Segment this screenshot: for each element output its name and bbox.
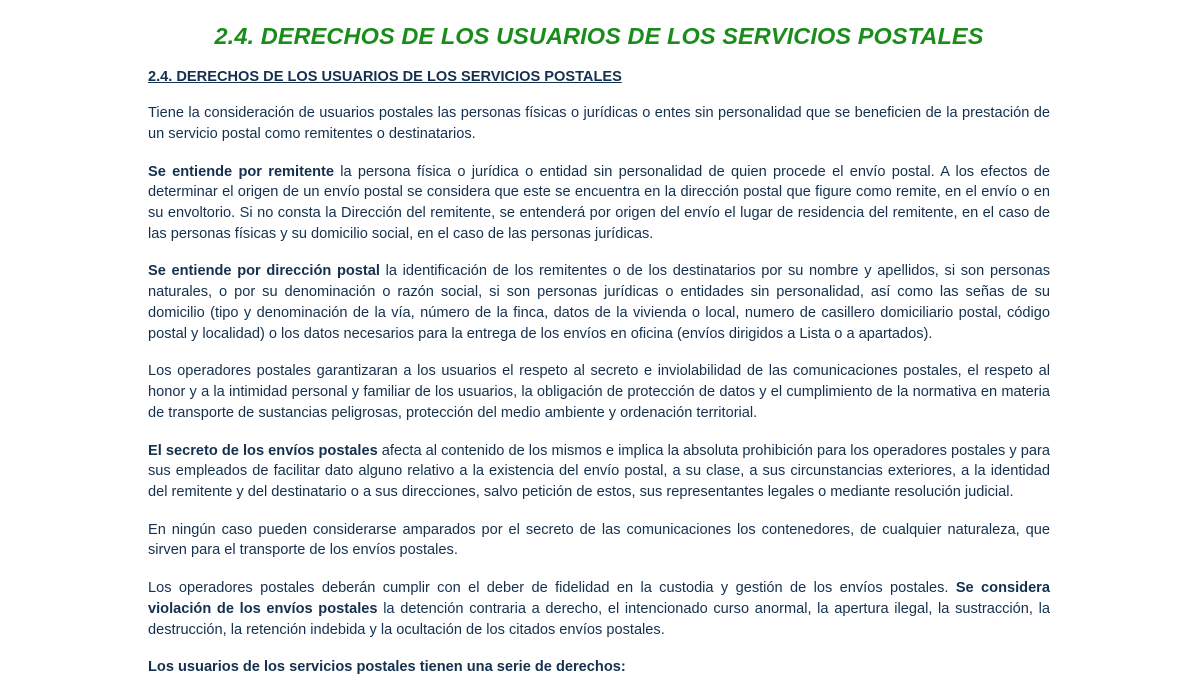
closing-heading: Los usuarios de los servicios postales tienen una serie de derechos: [148,659,626,676]
paragraph [148,261,1050,344]
paragraph-bold-mid: Se considera violación de los envíos postales [148,580,1050,617]
paragraph [148,441,1050,503]
paragraph-lead: Se entiende por dirección postal [148,263,380,280]
paragraph-text-tail: la detención contraria a derecho, el intencionado curso anormal, la apertura ilegal, la sustracción, la destrucción, la retención indebida y la ocultación de los citados envíos postales. [148,600,1050,638]
page-title: 2.4. DERECHOS DE LOS USUARIOS DE LOS SERVICIOS POSTALES [214,23,984,49]
paragraph-text: Los operadores postales garantizaran a los usuarios el respeto al secreto e inviolabilidad de las comunicaciones postales, el respeto al honor y a la intimidad personal y familiar de los usuarios, la obligación de protección de datos y el cumplimiento de la normativa en materia de transporte de sustancias peligrosas, protección del medio ambiente y ordenación territorial. [148,363,1050,421]
paragraph-lead: Se entiende por remitente [148,163,334,180]
paragraph [148,520,1050,561]
section-heading: 2.4. DERECHOS DE LOS USUARIOS DE LOS SERVICIOS POSTALES [148,69,622,86]
paragraph-text: En ningún caso pueden considerarse amparados por el secreto de las comunicaciones los contenedores, de cualquier naturaleza, que sirven para el transporte de los envíos postales. [148,521,1050,559]
paragraph [148,578,1050,640]
paragraph [148,103,1050,144]
paragraph [148,162,1050,245]
paragraph-text: la identificación de los remitentes o de los destinatarios por su nombre y apellidos, si son personas naturales, o por su denominación o razón social, si son personas jurídicas o entidades sin personalidad, así como las señas de su domicilio (tipo y denominación de la vía, número de la finca, datos de la vivienda o local, numero de casillero domiciliario postal, código postal y localidad) o los datos necesarios para la entrega de los envíos en oficina (envíos dirigidos a Lista o a apartados). [148,263,1050,342]
paragraph-text: la persona física o jurídica o entidad sin personalidad de quien procede el envío postal. A los efectos de determinar el origen de un envío postal se considera que este se encuentra en la dirección postal que figure como remite, en el envío o en su envoltorio. Si no consta la Dirección del remitente, se entenderá por origen del envío el lugar de residencia del remitente, en el caso de las personas físicas y su domicilio social, en el caso de las personas jurídicas. [148,163,1050,242]
paragraph [148,361,1050,423]
paragraph-text: Los operadores postales deberán cumplir con el deber de fidelidad en la custodia y gestión de los envíos postales. [148,580,956,597]
paragraph-lead: El secreto de los envíos postales [148,442,378,459]
paragraph-text: afecta al contenido de los mismos e implica la absoluta prohibición para los operadores postales y para sus empleados de facilitar dato alguno relativo a la existencia del envío postal, a su clase, a sus circunstancias exteriores, a la identidad del remitente y del destinatario o a sus direcciones, salvo petición de estos, sus representantes legales o mediante resolución judicial. [148,442,1050,500]
paragraph-text: Tiene la consideración de usuarios postales las personas físicas o jurídicas o entes sin personalidad que se beneficien de la prestación de un servicio postal como remitentes o destinatarios. [148,105,1050,142]
